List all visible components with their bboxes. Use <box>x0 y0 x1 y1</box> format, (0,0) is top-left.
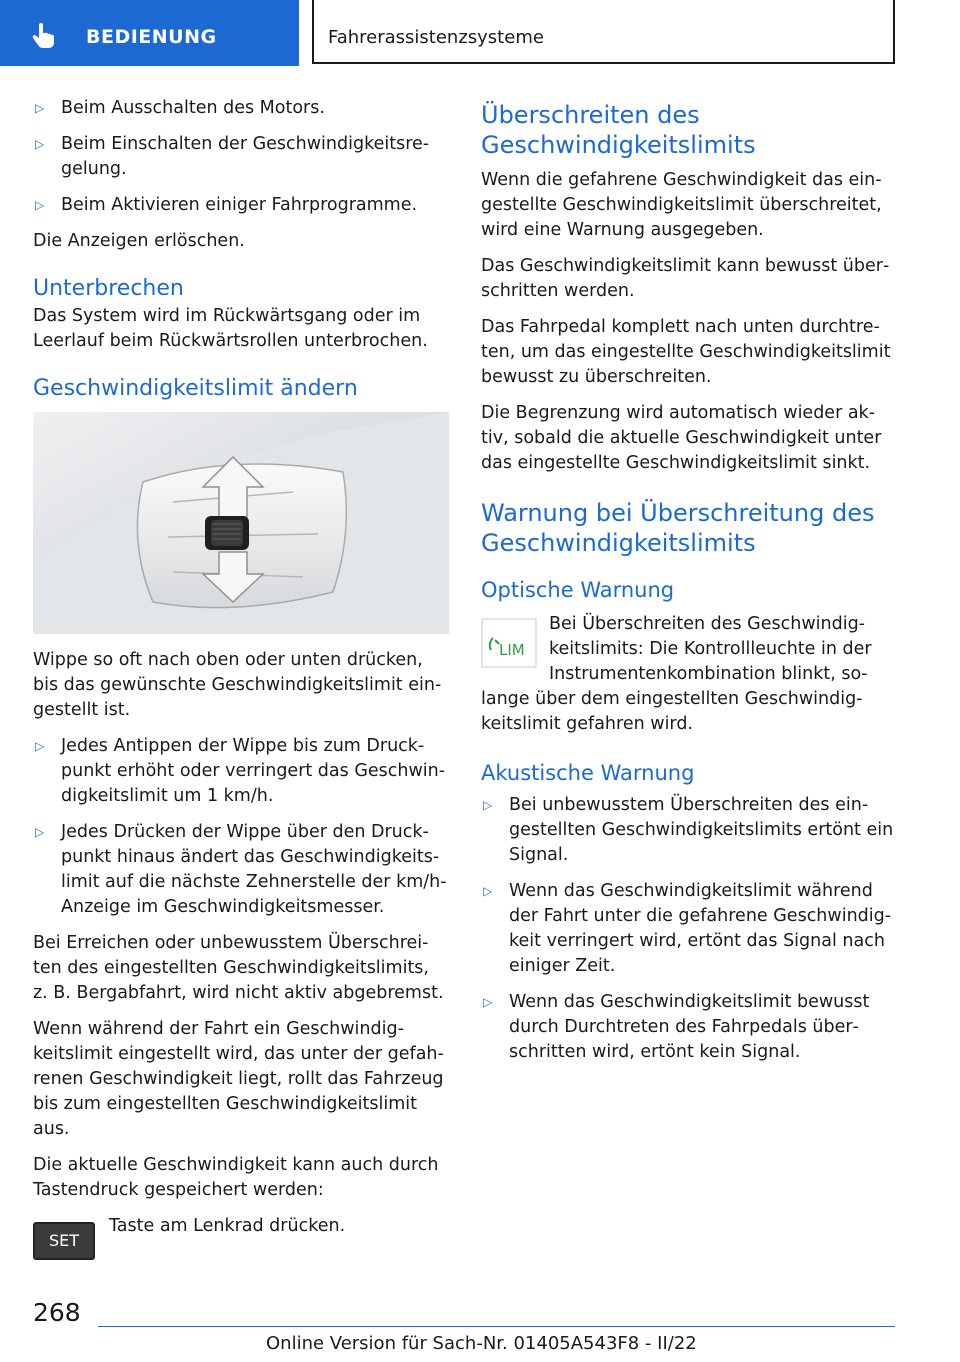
triangle-bullet-icon: ▷ <box>35 101 45 115</box>
triangle-bullet-icon: ▷ <box>35 137 45 151</box>
hand-pointer-icon <box>30 22 58 48</box>
triangle-bullet-icon: ▷ <box>35 739 45 753</box>
chapter-title-box <box>312 0 895 64</box>
exceed-text-4: Die Begrenzung wird automatisch wieder ak‐ tiv, sobald die aktuelle Geschwindigkeit unter das eingestellte Geschwindigkeitslimit sinkt. <box>481 403 882 473</box>
set-button-icon <box>33 1222 95 1260</box>
triangle-bullet-icon: ▷ <box>35 825 45 839</box>
list-item: ▷ Wenn das Geschwindigkeitslimit bewusst durch Durchtreten des Fahrpedals über‐ schritten wird, ertönt kein Signal. <box>483 992 870 1062</box>
reach-text: Bei Erreichen oder unbewusstem Überschrei‐ ten des eingestellten Geschwindigkeitslimits, z. B. Bergabfahrt, wird nicht aktiv abgebremst. <box>33 933 444 1003</box>
triangle-bullet-icon: ▷ <box>483 798 493 812</box>
set-while-driving-text: Wenn während der Fahrt ein Geschwindig‐ keitslimit eingestellt wird, das unter der gefah‐ renen Geschwindigkeit liegt, rollt das Fahrzeug bis zum eingestellten Geschwindigkeitslimit aus. <box>33 1019 444 1139</box>
optical-warning-heading: Optische Warnung <box>481 578 675 602</box>
footer-divider <box>98 1326 895 1327</box>
list-item: ▷ Beim Ausschalten des Motors. <box>33 96 449 121</box>
interrupt-text: Das System wird im Rückwärtsgang oder im Leerlauf beim Rückwärtsrollen unterbrochen. <box>33 306 428 351</box>
online-version-link[interactable]: Online Version für Sach-Nr. 01405A543F8 - II/22 <box>266 1333 697 1354</box>
off-text: Die Anzeigen erlöschen. <box>33 231 245 251</box>
list-item: ▷ Jedes Antippen der Wippe bis zum Druck‐ punkt erhöht oder verringert das Geschwin‐ digkeitslimit um 1 km/h. <box>35 736 446 806</box>
change-limit-heading: Geschwindigkeitslimit ändern <box>33 376 358 401</box>
set-button-row <box>33 1214 449 1264</box>
acoustic-warning-heading: Akustische Warnung <box>481 761 695 785</box>
exceed-heading: Überschreiten des Geschwindigkeitslimits <box>481 101 756 159</box>
rocker-text: Wippe so oft nach oben oder unten drücken, bis das gewünschte Geschwindigkeitslimit ein‐ gestellt ist. <box>33 650 442 720</box>
section-tab-label: BEDIENUNG <box>86 26 217 48</box>
list-item: ▷ Wenn das Geschwindigkeitslimit während der Fahrt unter die gefahrene Geschwindig‐ keit verringert wird, ertönt das Signal nach einiger Zeit. <box>483 881 892 976</box>
list-item: ▷ Bei unbewusstem Überschreiten des ein‐ gestellten Geschwindigkeitslimits ertönt ein Signal. <box>483 795 894 865</box>
exceed-text-3: Das Fahrpedal komplett nach unten durchtre‐ ten, um das eingestellte Geschwindigkeitslimit bewusst zu überschreiten. <box>481 317 891 387</box>
speed-limit-lim-icon <box>481 618 537 668</box>
page-number: 268 <box>33 1298 81 1327</box>
set-button-label: SET <box>48 1231 80 1250</box>
triangle-bullet-icon: ▷ <box>483 995 493 1009</box>
set-button-text: Taste am Lenkrad drücken. <box>109 1216 346 1236</box>
optical-warning-text: Bei Überschreiten des Geschwindig‐ keitslimits: Die Kontrollleuchte in der Instrumentenkombination blinkt, so‐ lange über dem eingestellten Geschwindig‐ keitslimit gefahren wird. <box>481 614 872 734</box>
lim-label: LIM <box>499 641 525 659</box>
section-tab[interactable] <box>0 0 299 66</box>
triangle-bullet-icon: ▷ <box>35 198 45 212</box>
steering-wheel-rocker-image <box>33 412 449 634</box>
list-item: ▷ Beim Einschalten der Geschwindigkeitsre‐ gelung. <box>35 134 430 179</box>
triangle-bullet-icon: ▷ <box>483 884 493 898</box>
warning-heading: Warnung bei Überschreitung des Geschwindigkeitslimits <box>481 499 875 557</box>
exceed-text-1: Wenn die gefahrene Geschwindigkeit das ein‐ gestellte Geschwindigkeitslimit überschreitet, wird eine Warnung ausgegeben. <box>481 170 882 240</box>
left-column <box>33 96 449 1264</box>
right-column <box>481 100 901 1076</box>
exceed-text-2: Das Geschwindigkeitslimit kann bewusst über‐ schritten werden. <box>481 256 890 301</box>
list-item: ▷ Jedes Drücken der Wippe über den Druck‐ punkt hinaus ändert das Geschwindigkeits‐ limit auf die nächste Zehnerstelle der km/h- Anzeige im Geschwindigkeitsmesser. <box>35 822 447 917</box>
interrupt-heading: Unterbrechen <box>33 276 184 301</box>
store-text: Die aktuelle Geschwindigkeit kann auch durch Tastendruck gespeichert werden: <box>33 1155 439 1200</box>
list-item: ▷ Beim Aktivieren einiger Fahrprogramme. <box>33 193 449 218</box>
chapter-title: Fahrerassistenzsysteme <box>328 27 544 48</box>
optical-warning-block <box>481 612 901 737</box>
